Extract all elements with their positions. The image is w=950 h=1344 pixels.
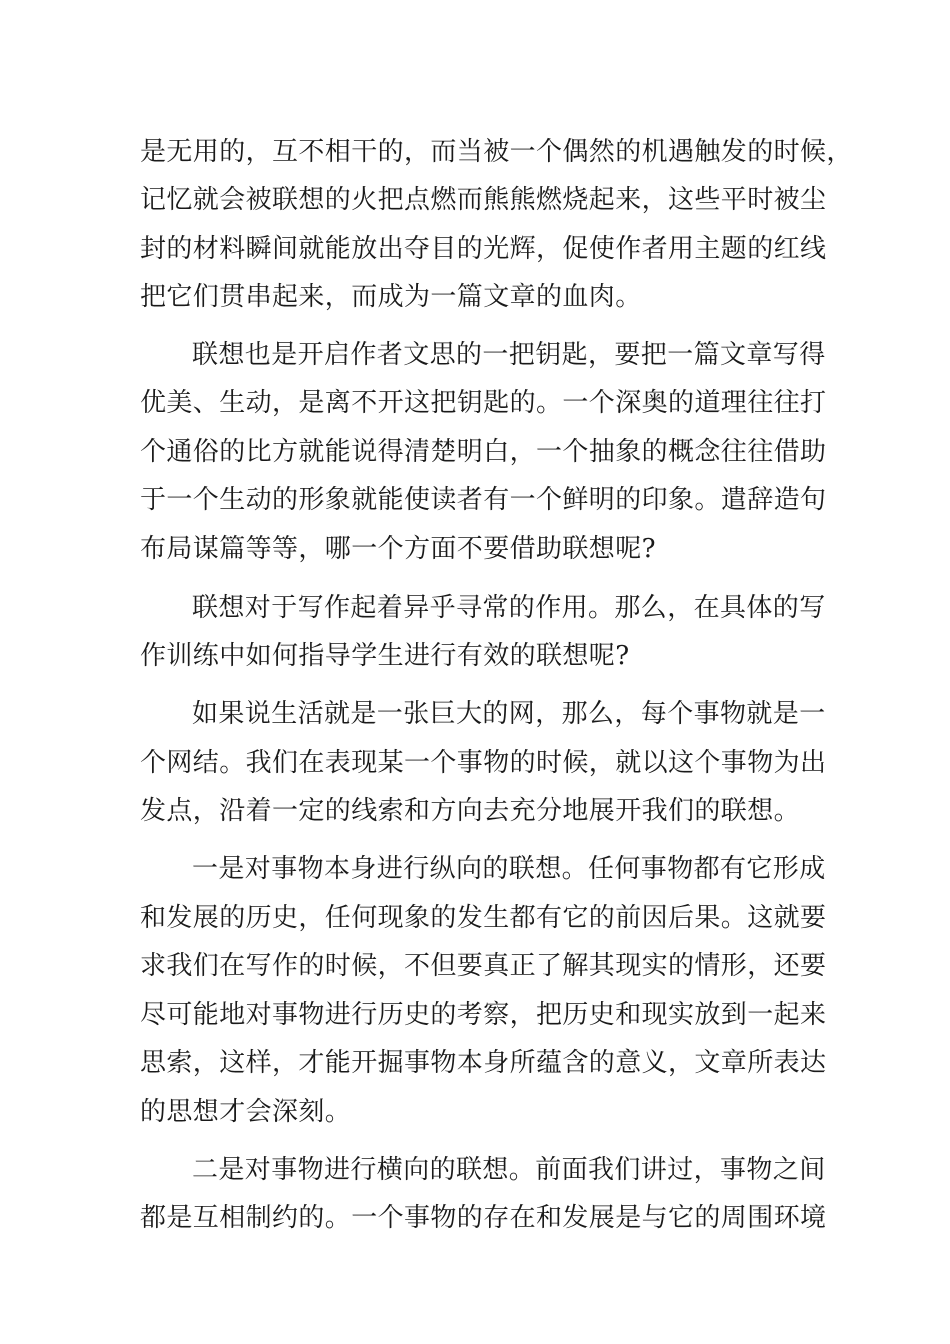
paragraph-first-line: 联想也是开启作者文思的一把钥匙，要把一篇文章写得 — [192, 340, 826, 370]
text-line: 作训练中如何指导学生进行有效的联想呢? — [140, 641, 630, 671]
text-line: 把它们贯串起来，而成为一篇文章的血肉。 — [140, 282, 642, 312]
text-line: 布局谋篇等等，哪一个方面不要借助联想呢? — [140, 534, 656, 564]
text-line: 尽可能地对事物进行历史的考察，把历史和现实放到一起来 — [140, 1000, 827, 1030]
text-line: 封的材料瞬间就能放出夺目的光辉，促使作者用主题的红线 — [140, 234, 827, 264]
text-line: 和发展的历史，任何现象的发生都有它的前因后果。这就要 — [140, 903, 827, 933]
text-line: 于一个生动的形象就能使读者有一个鲜明的印象。遣辞造句 — [140, 485, 827, 515]
text-line: 的思想才会深刻。 — [140, 1097, 352, 1127]
text-line: 求我们在写作的时候，不但要真正了解其现实的情形，还要 — [140, 951, 827, 981]
paragraph-first-line: 二是对事物进行横向的联想。前面我们讲过，事物之间 — [192, 1155, 826, 1185]
text-line: 个通俗的比方就能说得清楚明白，一个抽象的概念往往借助 — [140, 437, 827, 467]
text-line: 都是互相制约的。一个事物的存在和发展是与它的周围环境 — [140, 1203, 827, 1233]
text-line: 思索，这样，才能开掘事物本身所蕴含的意义，文章所表达 — [140, 1048, 827, 1078]
paragraph-first-line: 如果说生活就是一张巨大的网，那么，每个事物就是一 — [192, 699, 826, 729]
text-line: 优美、生动，是离不开这把钥匙的。一个深奥的道理往往打 — [140, 388, 827, 418]
paragraph-first-line: 一是对事物本身进行纵向的联想。任何事物都有它形成 — [192, 854, 826, 884]
text-line: 发点，沿着一定的线索和方向去充分地展开我们的联想。 — [140, 796, 801, 826]
text-line: 记忆就会被联想的火把点燃而熊熊燃烧起来，这些平时被尘 — [140, 185, 827, 215]
paragraph-first-line: 联想对于写作起着异乎寻常的作用。那么，在具体的写 — [192, 593, 826, 623]
text-line: 个网结。我们在表现某一个事物的时候，就以这个事物为出 — [140, 748, 827, 778]
text-line: 是无用的，互不相干的，而当被一个偶然的机遇触发的时候， — [140, 137, 853, 167]
